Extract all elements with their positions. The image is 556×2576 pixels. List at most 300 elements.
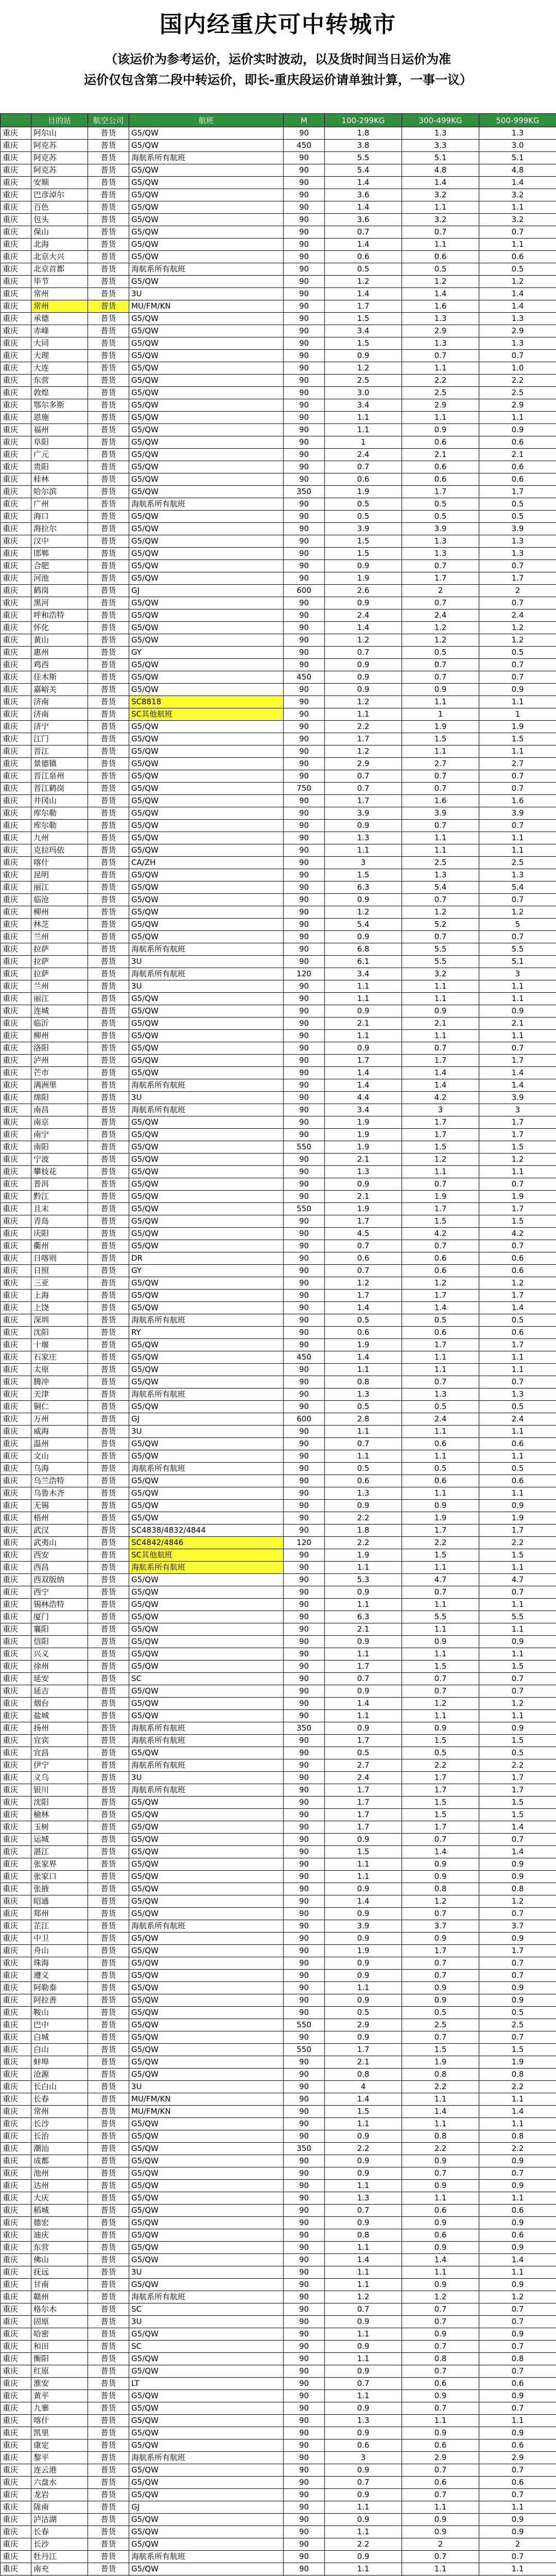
rate-100-299-cell: 1.8 <box>325 1524 402 1537</box>
rate-300-499-cell: 1.1 <box>402 362 479 375</box>
minimum-cell: 90 <box>284 758 325 770</box>
minimum-cell: 90 <box>284 844 325 857</box>
rate-300-499-cell: 3.2 <box>402 189 479 201</box>
origin-cell: 重庆 <box>1 1401 31 1413</box>
origin-cell: 重庆 <box>1 2254 31 2266</box>
rate-100-299-cell: 3.4 <box>325 1104 402 1116</box>
rate-500-999-cell: 2.5 <box>479 2019 556 2031</box>
airline-cell: 普货 <box>88 2477 129 2489</box>
destination-cell: 合肥 <box>31 560 88 572</box>
destination-cell: 张家口 <box>31 1871 88 1883</box>
rate-500-999-cell: 1.5 <box>479 733 556 745</box>
rate-300-499-cell: 2.2 <box>402 2143 479 2155</box>
airline-cell: 普货 <box>88 337 129 350</box>
destination-cell: 珠海 <box>31 1957 88 1970</box>
table-row <box>1 436 556 449</box>
rate-300-499-cell: 0.7 <box>402 894 479 906</box>
rate-100-299-cell: 1.3 <box>325 2192 402 2205</box>
table-row <box>1 276 556 288</box>
rate-100-299-cell: 3.4 <box>325 399 402 412</box>
table-row <box>1 1982 556 1994</box>
rate-100-299-cell: 0.9 <box>325 659 402 671</box>
rate-500-999-cell: 2.9 <box>479 399 556 412</box>
table-row <box>1 597 556 609</box>
origin-cell: 重庆 <box>1 745 31 758</box>
origin-cell: 重庆 <box>1 1104 31 1116</box>
origin-cell: 重庆 <box>1 1388 31 1401</box>
destination-cell: 天津 <box>31 1388 88 1401</box>
table-row <box>1 956 556 968</box>
airline-cell: 普货 <box>88 807 129 820</box>
origin-cell: 重庆 <box>1 1784 31 1797</box>
minimum-cell: 90 <box>284 1772 325 1784</box>
flight-cell: G5/QW <box>129 783 284 795</box>
rate-500-999-cell: 2.4 <box>479 609 556 622</box>
rate-500-999-cell: 1.3 <box>479 127 556 140</box>
flight-cell: G5/QW <box>129 2056 284 2069</box>
origin-cell: 重庆 <box>1 1500 31 1512</box>
table-row <box>1 1957 556 1970</box>
rate-300-499-cell: 0.9 <box>402 424 479 436</box>
rate-300-499-cell: 1.1 <box>402 1450 479 1463</box>
rate-500-999-cell: 0.9 <box>479 1500 556 1512</box>
rate-100-299-cell: 2.1 <box>325 1154 402 1166</box>
rate-300-499-cell: 1.5 <box>402 2044 479 2056</box>
col-header-airline: 航空公司 <box>88 114 129 127</box>
airline-cell: 普货 <box>88 288 129 300</box>
destination-cell: 西宁 <box>31 1586 88 1599</box>
destination-cell: 万州 <box>31 1413 88 1426</box>
origin-cell: 重庆 <box>1 2551 31 2563</box>
table-row <box>1 647 556 659</box>
destination-cell: 江门 <box>31 733 88 745</box>
table-row <box>1 1512 556 1524</box>
flight-cell: G5/QW <box>129 1821 284 1834</box>
minimum-cell: 90 <box>284 1871 325 1883</box>
col-header-destination: 目的站 <box>31 114 88 127</box>
flight-cell: G5/QW <box>129 993 284 1005</box>
minimum-cell: 90 <box>284 1376 325 1388</box>
origin-cell: 重庆 <box>1 882 31 894</box>
destination-cell: 长沙 <box>31 2538 88 2551</box>
rate-100-299-cell: 0.7 <box>325 1438 402 1450</box>
airline-cell: 普货 <box>88 597 129 609</box>
flight-cell: 海航系所有航班 <box>129 968 284 980</box>
origin-cell: 重庆 <box>1 919 31 931</box>
rate-500-999-cell: 0.5 <box>479 511 556 523</box>
airline-cell: 普货 <box>88 177 129 189</box>
rate-300-499-cell: 0.9 <box>402 2242 479 2254</box>
destination-cell: 包头 <box>31 214 88 226</box>
rate-100-299-cell: 1.7 <box>325 300 402 313</box>
minimum-cell: 90 <box>284 2341 325 2353</box>
col-header-100-299kg: 100-299KG <box>325 114 402 127</box>
flight-cell: G5/QW <box>129 1623 284 1636</box>
rate-300-499-cell: 1.7 <box>402 1129 479 1141</box>
rate-100-299-cell: 1.5 <box>325 548 402 560</box>
minimum-cell: 90 <box>284 795 325 807</box>
minimum-cell: 90 <box>284 152 325 164</box>
destination-cell: 芷江 <box>31 1920 88 1933</box>
rate-500-999-cell: 1.1 <box>479 696 556 708</box>
minimum-cell: 90 <box>284 2279 325 2291</box>
destination-cell: 烟台 <box>31 1698 88 1710</box>
table-row <box>1 1154 556 1166</box>
airline-cell: 普货 <box>88 671 129 684</box>
flight-cell: G5/QW <box>129 1648 284 1660</box>
table-row <box>1 1055 556 1067</box>
rate-300-499-cell: 0.7 <box>402 931 479 943</box>
airline-cell: 普货 <box>88 1401 129 1413</box>
rate-500-999-cell: 0.6 <box>479 1438 556 1450</box>
minimum-cell: 90 <box>284 1265 325 1277</box>
minimum-cell: 90 <box>284 473 325 486</box>
flight-cell: G5/QW <box>129 1858 284 1871</box>
table-row <box>1 535 556 548</box>
origin-cell: 重庆 <box>1 1574 31 1586</box>
rate-100-299-cell: 1.1 <box>325 1030 402 1042</box>
flight-cell: G5/QW <box>129 214 284 226</box>
rate-300-499-cell: 3.7 <box>402 1920 479 1933</box>
table-row <box>1 2106 556 2118</box>
flight-cell: G5/QW <box>129 2031 284 2044</box>
flight-cell: G5/QW <box>129 1364 284 1376</box>
flight-cell: SC其他航班 <box>129 1549 284 1562</box>
rate-100-299-cell: 1.3 <box>325 832 402 844</box>
origin-cell: 重庆 <box>1 634 31 647</box>
rate-500-999-cell: 1.1 <box>479 1450 556 1463</box>
flight-cell: G5/QW <box>129 1116 284 1129</box>
origin-cell: 重庆 <box>1 2526 31 2538</box>
destination-cell: 徐州 <box>31 1660 88 1673</box>
table-row <box>1 1685 556 1698</box>
table-row <box>1 1005 556 1018</box>
rate-100-299-cell: 1.4 <box>325 2093 402 2106</box>
destination-cell: 广元 <box>31 449 88 461</box>
airline-cell: 普货 <box>88 412 129 424</box>
airline-cell: 普货 <box>88 1883 129 1895</box>
rate-500-999-cell: 2.2 <box>479 2081 556 2093</box>
rate-500-999-cell: 0.9 <box>479 2217 556 2229</box>
origin-cell: 重庆 <box>1 869 31 882</box>
rate-100-299-cell: 6.8 <box>325 943 402 956</box>
rate-300-499-cell: 0.7 <box>402 2464 479 2477</box>
rate-100-299-cell: 2.1 <box>325 1018 402 1030</box>
destination-cell: 义乌 <box>31 1772 88 1784</box>
minimum-cell: 550 <box>284 1141 325 1154</box>
rate-500-999-cell: 1.3 <box>479 313 556 325</box>
rate-500-999-cell: 0.9 <box>479 424 556 436</box>
rate-300-499-cell: 2.7 <box>402 758 479 770</box>
origin-cell: 重庆 <box>1 2378 31 2390</box>
rate-100-299-cell: 1.1 <box>325 980 402 993</box>
rate-500-999-cell: 0.7 <box>479 1970 556 1982</box>
origin-cell: 重庆 <box>1 1228 31 1240</box>
minimum-cell: 90 <box>284 1079 325 1092</box>
table-row <box>1 1834 556 1846</box>
rate-500-999-cell: 0.7 <box>479 2303 556 2316</box>
minimum-cell: 90 <box>284 622 325 634</box>
destination-cell: 张家界 <box>31 1858 88 1871</box>
origin-cell: 重庆 <box>1 1116 31 1129</box>
airline-cell: 普货 <box>88 2489 129 2501</box>
table-row <box>1 2180 556 2192</box>
airline-cell: 普货 <box>88 1277 129 1290</box>
minimum-cell: 90 <box>284 449 325 461</box>
origin-cell: 重庆 <box>1 1982 31 1994</box>
rate-500-999-cell: 1.1 <box>479 2118 556 2130</box>
table-row <box>1 2242 556 2254</box>
origin-cell: 重庆 <box>1 2019 31 2031</box>
rate-100-299-cell: 0.9 <box>325 2514 402 2526</box>
rate-500-999-cell: 1.1 <box>479 2266 556 2279</box>
rate-500-999-cell: 1.1 <box>479 993 556 1005</box>
origin-cell: 重庆 <box>1 659 31 671</box>
flight-cell: G5/QW <box>129 1030 284 1042</box>
rate-100-299-cell: 1.1 <box>325 2279 402 2291</box>
origin-cell: 重庆 <box>1 832 31 844</box>
rate-500-999-cell: 5.5 <box>479 1611 556 1623</box>
table-row <box>1 1883 556 1895</box>
rate-300-499-cell: 0.7 <box>402 1957 479 1970</box>
rate-100-299-cell: 1.5 <box>325 535 402 548</box>
airline-cell: 普货 <box>88 560 129 572</box>
rate-300-499-cell: 1.3 <box>402 535 479 548</box>
table-row <box>1 2452 556 2464</box>
destination-cell: 沈阳 <box>31 1797 88 1809</box>
rate-500-999-cell: 1.1 <box>479 2192 556 2205</box>
rate-300-499-cell: 0.5 <box>402 498 479 511</box>
minimum-cell: 90 <box>284 647 325 659</box>
rate-500-999-cell: 0.5 <box>479 2007 556 2019</box>
rate-100-299-cell: 0.7 <box>325 783 402 795</box>
origin-cell: 重庆 <box>1 2477 31 2489</box>
rate-100-299-cell: 0.7 <box>325 2303 402 2316</box>
rate-300-499-cell: 0.7 <box>402 350 479 362</box>
destination-cell: 潮汕 <box>31 2143 88 2155</box>
flight-cell: G5/QW <box>129 1401 284 1413</box>
destination-cell: 拉萨 <box>31 956 88 968</box>
destination-cell: 玉树 <box>31 1821 88 1834</box>
rate-500-999-cell: 1.2 <box>479 1895 556 1908</box>
minimum-cell: 90 <box>284 1290 325 1302</box>
rate-100-299-cell: 0.7 <box>325 2378 402 2390</box>
airline-cell: 普货 <box>88 449 129 461</box>
airline-cell: 普货 <box>88 2217 129 2229</box>
airline-cell: 普货 <box>88 1710 129 1722</box>
minimum-cell: 90 <box>284 1092 325 1104</box>
rate-100-299-cell: 1.1 <box>325 993 402 1005</box>
rate-100-299-cell: 0.5 <box>325 1401 402 1413</box>
rate-100-299-cell: 0.9 <box>325 820 402 832</box>
destination-cell: 拉萨 <box>31 943 88 956</box>
table-row <box>1 869 556 882</box>
flight-cell: G5/QW <box>129 733 284 745</box>
minimum-cell: 90 <box>284 2415 325 2427</box>
table-row <box>1 2341 556 2353</box>
origin-cell: 重庆 <box>1 1302 31 1314</box>
origin-cell: 重庆 <box>1 1314 31 1327</box>
flight-cell: G5/QW <box>129 2563 284 2575</box>
origin-cell: 重庆 <box>1 1549 31 1562</box>
destination-cell: 哈密 <box>31 2328 88 2341</box>
table-row <box>1 189 556 201</box>
rate-100-299-cell: 1.5 <box>325 869 402 882</box>
rate-100-299-cell: 2.2 <box>325 721 402 733</box>
rate-100-299-cell: 2.1 <box>325 2056 402 2069</box>
flight-cell: G5/QW <box>129 2353 284 2365</box>
rate-500-999-cell: 1.0 <box>479 362 556 375</box>
rate-500-999-cell: 0.7 <box>479 1685 556 1698</box>
table-row <box>1 1500 556 1512</box>
airline-cell: 普货 <box>88 919 129 931</box>
flight-cell: G5/QW <box>129 461 284 473</box>
destination-cell: 景德镇 <box>31 758 88 770</box>
destination-cell: 安顺 <box>31 177 88 189</box>
table-row <box>1 1166 556 1178</box>
rate-300-499-cell: 1.3 <box>402 1388 479 1401</box>
rate-500-999-cell: 0.7 <box>479 350 556 362</box>
origin-cell: 重庆 <box>1 1735 31 1747</box>
rate-300-499-cell: 2.2 <box>402 375 479 387</box>
origin-cell: 重庆 <box>1 1450 31 1463</box>
flight-cell: G5/QW <box>129 1797 284 1809</box>
destination-cell: 南京 <box>31 1116 88 1129</box>
col-header-300-499kg: 300-499KG <box>402 114 479 127</box>
rate-100-299-cell: 0.9 <box>325 597 402 609</box>
minimum-cell: 450 <box>284 671 325 684</box>
rate-500-999-cell: 2.2 <box>479 2143 556 2155</box>
flight-cell: SC4842/4846 <box>129 1537 284 1549</box>
flight-cell: G5/QW <box>129 276 284 288</box>
origin-cell: 重庆 <box>1 1191 31 1203</box>
rate-100-299-cell: 1.7 <box>325 1797 402 1809</box>
destination-cell: 东营 <box>31 2242 88 2254</box>
table-row <box>1 572 556 585</box>
table-row <box>1 1438 556 1450</box>
origin-cell: 重庆 <box>1 1166 31 1178</box>
airline-cell: 普货 <box>88 647 129 659</box>
flight-cell: 海航系所有航班 <box>129 1562 284 1574</box>
airline-cell: 普货 <box>88 164 129 177</box>
rate-500-999-cell: 0.9 <box>479 2180 556 2192</box>
origin-cell: 重庆 <box>1 609 31 622</box>
rate-100-299-cell: 0.9 <box>325 1005 402 1018</box>
rate-100-299-cell: 1.1 <box>325 2242 402 2254</box>
destination-cell: 乌海 <box>31 1463 88 1475</box>
origin-cell: 重庆 <box>1 350 31 362</box>
table-row <box>1 1920 556 1933</box>
rate-300-499-cell: 0.8 <box>402 2353 479 2365</box>
destination-cell: 和田 <box>31 2341 88 2353</box>
rate-300-499-cell: 1.1 <box>402 696 479 708</box>
table-row <box>1 1772 556 1784</box>
table-row <box>1 1673 556 1685</box>
origin-cell: 重庆 <box>1 906 31 919</box>
destination-cell: 锡林浩特 <box>31 1599 88 1611</box>
rate-100-299-cell: 1.7 <box>325 1215 402 1228</box>
table-row <box>1 1104 556 1116</box>
minimum-cell: 90 <box>284 2242 325 2254</box>
flight-cell: G5/QW <box>129 1871 284 1883</box>
minimum-cell: 90 <box>284 300 325 313</box>
origin-cell: 重庆 <box>1 857 31 869</box>
origin-cell: 重庆 <box>1 1895 31 1908</box>
airline-cell: 普货 <box>88 2242 129 2254</box>
rate-300-499-cell: 1.9 <box>402 1191 479 1203</box>
rate-500-999-cell: 1.1 <box>479 1562 556 1574</box>
rate-300-499-cell: 0.9 <box>402 2279 479 2291</box>
airline-cell: 普货 <box>88 2056 129 2069</box>
table-row <box>1 1648 556 1660</box>
airline-cell: 普货 <box>88 461 129 473</box>
origin-cell: 重庆 <box>1 1178 31 1191</box>
table-row <box>1 943 556 956</box>
rate-500-999-cell: 0.9 <box>479 1982 556 1994</box>
flight-cell: G5/QW <box>129 387 284 399</box>
destination-cell: 九州 <box>31 832 88 844</box>
rate-500-999-cell: 1.1 <box>479 1426 556 1438</box>
destination-cell: 乌兰浩特 <box>31 1475 88 1487</box>
destination-cell: 绵阳 <box>31 1092 88 1104</box>
rate-500-999-cell: 0.5 <box>479 1463 556 1475</box>
origin-cell: 重庆 <box>1 1327 31 1339</box>
destination-cell: 阿克苏 <box>31 152 88 164</box>
rate-500-999-cell: 0.7 <box>479 659 556 671</box>
origin-cell: 重庆 <box>1 2390 31 2402</box>
table-row <box>1 1660 556 1673</box>
rate-100-299-cell: 3.8 <box>325 140 402 152</box>
rate-100-299-cell: 1.2 <box>325 1277 402 1290</box>
minimum-cell: 90 <box>284 2501 325 2514</box>
destination-cell: 庆阳 <box>31 1228 88 1240</box>
destination-cell: 长春 <box>31 2093 88 2106</box>
rate-100-299-cell: 1.4 <box>325 239 402 251</box>
rate-500-999-cell: 0.7 <box>479 770 556 783</box>
destination-cell: 兴义 <box>31 1648 88 1660</box>
rate-500-999-cell: 1.5 <box>479 2044 556 2056</box>
origin-cell: 重庆 <box>1 263 31 276</box>
table-row <box>1 882 556 894</box>
minimum-cell: 90 <box>284 1450 325 1463</box>
origin-cell: 重庆 <box>1 325 31 337</box>
rate-100-299-cell: 5.5 <box>325 152 402 164</box>
origin-cell: 重庆 <box>1 1994 31 2007</box>
flight-cell: G5/QW <box>129 337 284 350</box>
rate-300-499-cell: 0.9 <box>402 2526 479 2538</box>
flight-cell: G5/QW <box>129 1475 284 1487</box>
origin-cell: 重庆 <box>1 1586 31 1599</box>
table-row <box>1 931 556 943</box>
rate-300-499-cell: 0.8 <box>402 1883 479 1895</box>
rate-300-499-cell: 0.7 <box>402 1685 479 1698</box>
flight-cell: G5/QW <box>129 894 284 906</box>
destination-cell: 桂林 <box>31 473 88 486</box>
destination-cell: 银川 <box>31 1784 88 1797</box>
origin-cell: 重庆 <box>1 1660 31 1673</box>
airline-cell: 普货 <box>88 2007 129 2019</box>
minimum-cell: 90 <box>284 1524 325 1537</box>
table-row <box>1 2192 556 2205</box>
origin-cell: 重庆 <box>1 894 31 906</box>
flight-cell: G5/QW <box>129 2390 284 2402</box>
rate-100-299-cell: 1.9 <box>325 1339 402 1351</box>
minimum-cell: 90 <box>284 1500 325 1512</box>
rate-300-499-cell: 4.7 <box>402 1574 479 1586</box>
rate-500-999-cell: 2 <box>479 585 556 597</box>
airline-cell: 普货 <box>88 572 129 585</box>
flight-cell: G5/QW <box>129 2155 284 2167</box>
